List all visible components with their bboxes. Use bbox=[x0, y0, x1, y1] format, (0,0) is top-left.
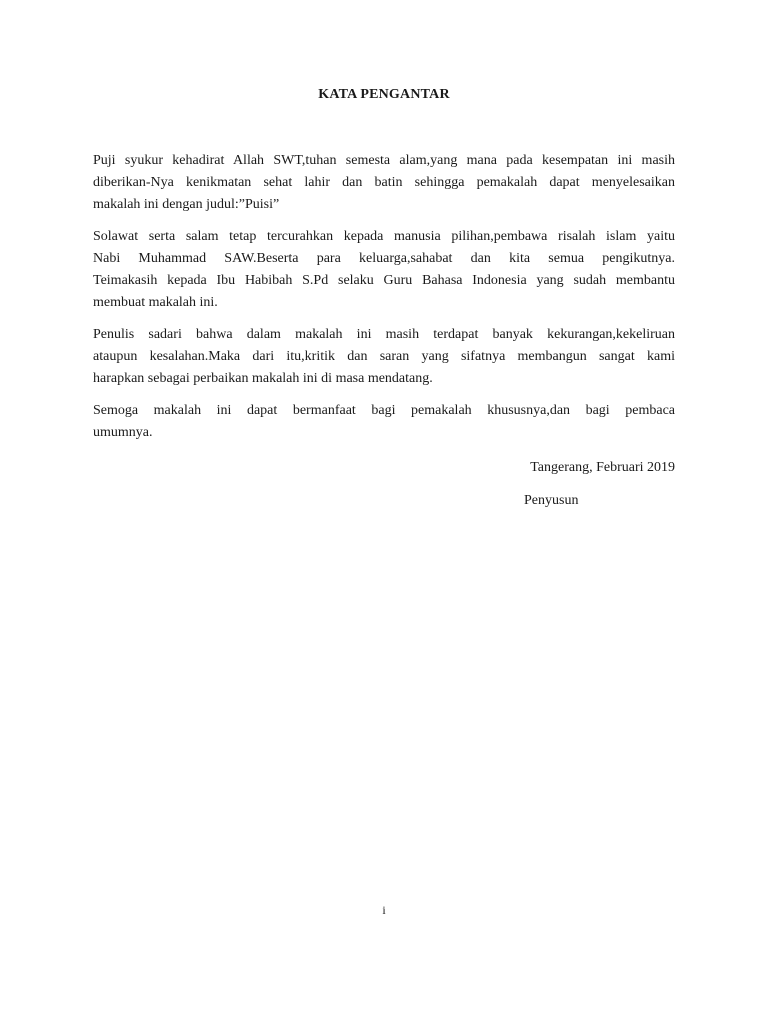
signature-place-date: Tangerang, Februari 2019 bbox=[530, 460, 675, 475]
paragraph-line: ataupun kesalahan.Maka dari itu,kritik dan saran yang sifatnya membangun sangat kami bbox=[93, 349, 675, 364]
signature-author: Penyusun bbox=[524, 493, 579, 508]
paragraph-line: umumnya. bbox=[93, 425, 153, 440]
paragraph-line: Penulis sadari bahwa dalam makalah ini masih terdapat banyak kekurangan,kekeliruan bbox=[93, 327, 675, 342]
paragraph-line: membuat makalah ini. bbox=[93, 295, 218, 310]
page-title: KATA PENGANTAR bbox=[318, 87, 450, 102]
paragraph-line: Teimakasih kepada Ibu Habibah S.Pd selaku Guru Bahasa Indonesia yang sudah membantu bbox=[93, 273, 675, 288]
paragraph-4 bbox=[93, 400, 675, 444]
paragraph-3 bbox=[93, 324, 675, 390]
document-body bbox=[93, 150, 675, 454]
paragraph-line: Puji syukur kehadirat Allah SWT,tuhan semesta alam,yang mana pada kesempatan ini masih bbox=[93, 153, 675, 168]
paragraph-line: harapkan sebagai perbaikan makalah ini di masa mendatang. bbox=[93, 371, 433, 386]
paragraph-2 bbox=[93, 226, 675, 314]
page-number: i bbox=[382, 903, 386, 917]
paragraph-line: diberikan-Nya kenikmatan sehat lahir dan batin sehingga pemakalah dapat menyelesaikan bbox=[93, 175, 675, 190]
paragraph-line: Solawat serta salam tetap tercurahkan kepada manusia pilihan,pembawa risalah islam yaitu bbox=[93, 229, 675, 244]
paragraph-line: makalah ini dengan judul:”Puisi” bbox=[93, 197, 280, 212]
paragraph-line: Semoga makalah ini dapat bermanfaat bagi pemakalah khususnya,dan bagi pembaca bbox=[93, 403, 675, 418]
paragraph-1 bbox=[93, 150, 675, 216]
paragraph-line: Nabi Muhammad SAW.Beserta para keluarga,sahabat dan kita semua pengikutnya. bbox=[93, 251, 675, 266]
